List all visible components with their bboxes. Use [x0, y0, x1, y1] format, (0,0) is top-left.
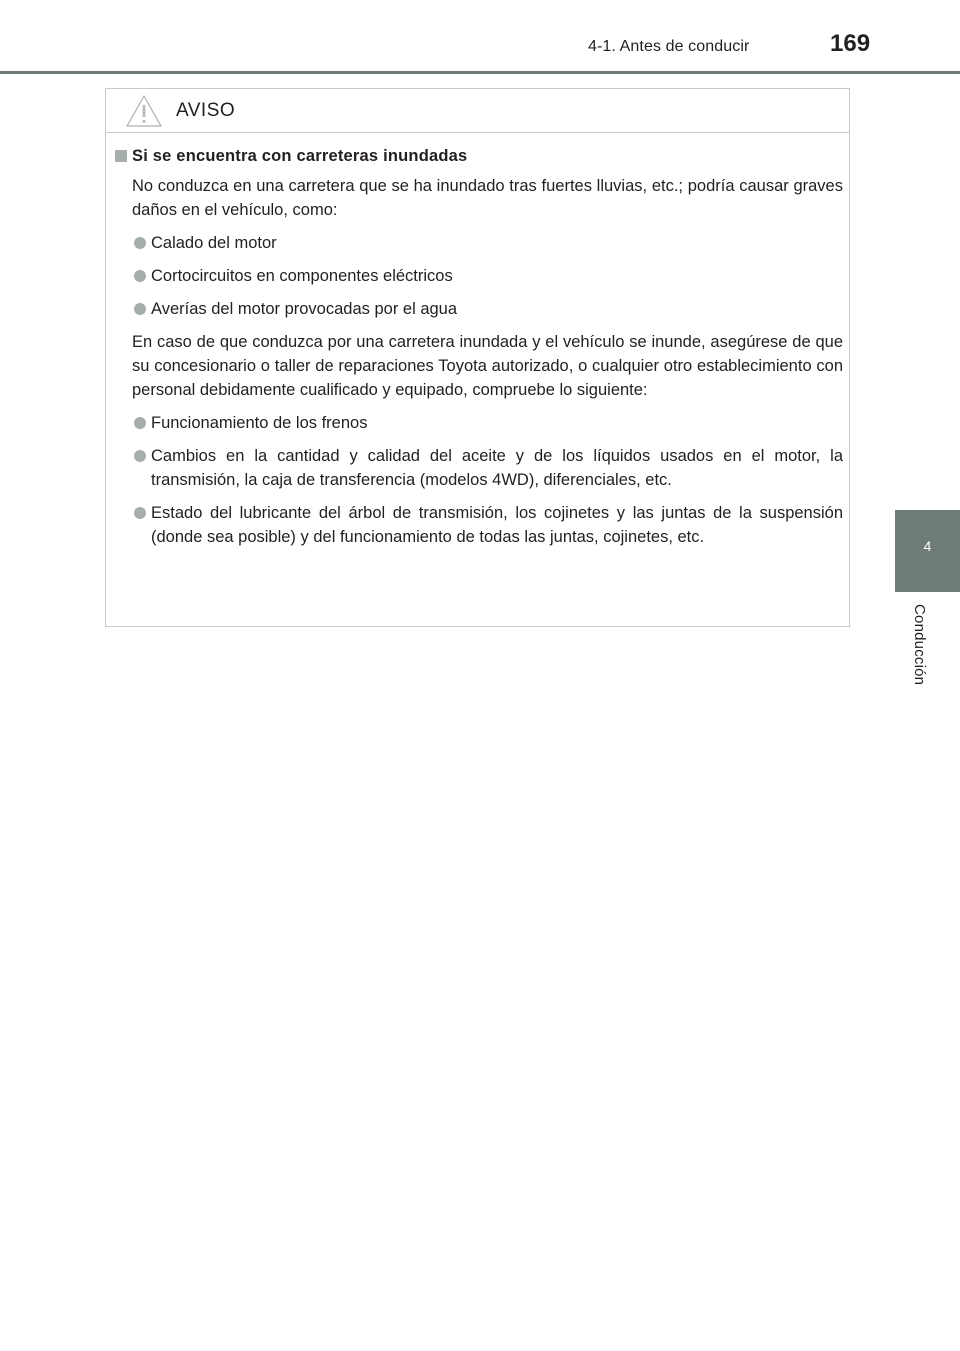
circle-bullet-icon: [134, 450, 146, 462]
circle-bullet-icon: [134, 270, 146, 282]
warning-triangle-icon: [124, 93, 164, 129]
warning-content: [114, 144, 843, 558]
list-item: [114, 444, 843, 492]
chapter-tab: [895, 510, 960, 592]
warning-title: AVISO: [176, 100, 236, 121]
list-item: [114, 501, 843, 549]
chapter-number: 4: [923, 538, 932, 554]
circle-bullet-icon: [134, 237, 146, 249]
subheading-text: Si se encuentra con carreteras inundadas: [132, 147, 468, 165]
list-item: [114, 297, 843, 321]
warning-header: [106, 89, 849, 133]
list-item-text: Estado del lubricante del árbol de transmisión, los cojinetes y las juntas de la suspensión (donde sea posible) y del funcionamiento de todas las juntas, cojinetes, etc.: [151, 504, 843, 546]
warning-box: [105, 88, 850, 627]
list-item-text: Cambios en la cantidad y calidad del aceite y de los líquidos usados en el motor, la transmisión, la caja de transferencia (modelos 4WD), diferenciales, etc.: [151, 447, 843, 489]
list-item-text: Averías del motor provocadas por el agua: [151, 300, 458, 318]
circle-bullet-icon: [134, 507, 146, 519]
list-item: [114, 411, 843, 435]
list-item-text: Funcionamiento de los frenos: [151, 414, 368, 432]
list-item-text: Calado del motor: [151, 234, 277, 252]
list-item: [114, 231, 843, 255]
list-item-text: Cortocircuitos en componentes eléctricos: [151, 267, 453, 285]
square-bullet-icon: [115, 150, 127, 162]
page-number: 169: [830, 30, 871, 57]
check-paragraph: En caso de que conduzca por una carretera inundada y el vehículo se inunde, asegúrese de que su concesionario o taller de reparaciones Toyota autorizado, o cualquier otro establecimiento con personal debidamente cualificado y equipado, compruebe lo siguiente:: [132, 333, 843, 399]
chapter-label: Conducción: [911, 604, 928, 686]
circle-bullet-icon: [134, 417, 146, 429]
circle-bullet-icon: [134, 303, 146, 315]
intro-paragraph: No conduzca en una carretera que se ha inundado tras fuertes lluvias, etc.; podría causar graves daños en el vehículo, como:: [132, 177, 843, 219]
section-title: 4-1. Antes de conducir: [588, 38, 750, 55]
list-item: [114, 264, 843, 288]
header-divider: [0, 71, 960, 74]
warning-subheading: [114, 144, 843, 168]
